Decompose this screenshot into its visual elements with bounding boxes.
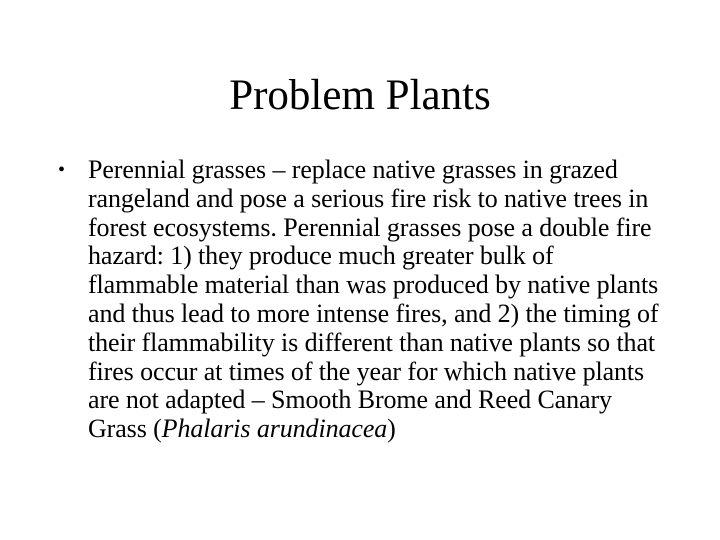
bullet-item-perennial-grasses: [58, 156, 668, 444]
bullet-text-close: ): [387, 414, 396, 444]
bullet-text: Perennial grasses – replace native grasses in grazed rangeland and pose a serious fire risk to native trees in forest ecosystems. Perennial grasses pose a double fire hazard: 1) they produce much greater bulk of flammable material than was produced by native plants and thus lead to more intense fires, and 2) the timing of their flammability is different than native plants so that fires occur at times of the year for which native plants are not adapted – Smooth Brome and Reed Canary Grass (: [88, 155, 659, 444]
slide-title: Problem Plants: [229, 72, 491, 119]
species-name: Phalaris arundinacea: [161, 414, 388, 444]
bullet-list: [58, 156, 668, 444]
bullet-marker: •: [58, 159, 65, 181]
